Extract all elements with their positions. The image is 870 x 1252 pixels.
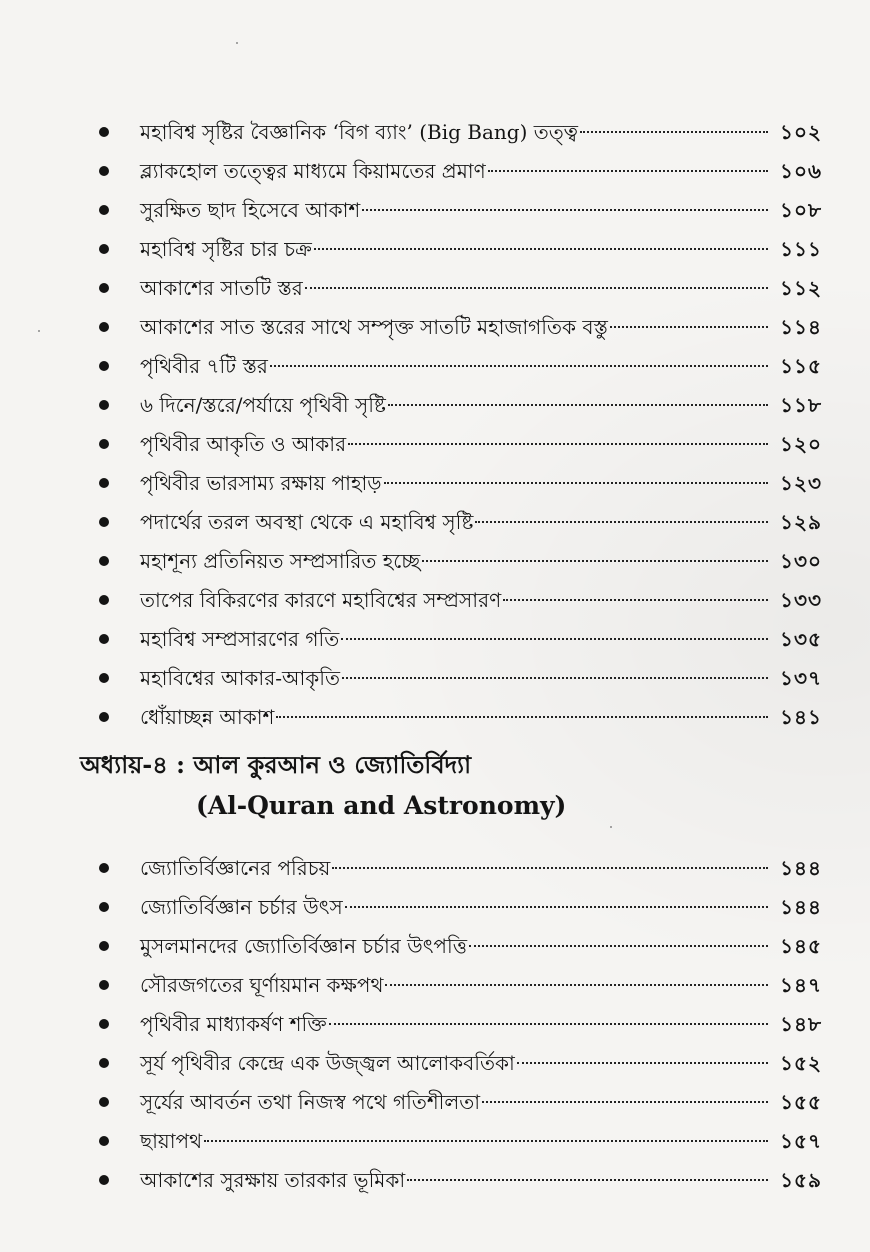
toc-entry-page-number: ১১৪ bbox=[780, 315, 822, 339]
bullet-icon bbox=[99, 634, 109, 644]
dot-leader bbox=[580, 131, 768, 133]
toc-entry-line bbox=[140, 429, 822, 459]
toc-entry bbox=[0, 1044, 870, 1083]
toc-entry-line bbox=[140, 1048, 822, 1078]
toc-entry-page-number: ১৪১ bbox=[780, 705, 822, 729]
paper-speck bbox=[236, 42, 238, 44]
bullet-icon bbox=[99, 205, 109, 215]
toc-entry-title: আকাশের সাত স্তরের সাথে সম্পৃক্ত সাতটি মহাজাগতিক বস্তু bbox=[140, 315, 608, 339]
dot-leader bbox=[610, 326, 768, 328]
bullet-icon bbox=[99, 556, 109, 566]
toc-entry-title: মহাবিশ্ব সৃষ্টির চার চক্র bbox=[140, 237, 312, 261]
toc-entry bbox=[0, 659, 870, 698]
toc-entry-title: ব্ল্যাকহোল তত্ত্বের মাধ্যমে কিয়ামতের প্রমাণ bbox=[140, 159, 486, 183]
toc-entry bbox=[0, 308, 870, 347]
toc-entry-title: পৃথিবীর আকৃতি ও আকার bbox=[140, 432, 347, 456]
toc-entry bbox=[0, 849, 870, 888]
toc-entry-line bbox=[140, 234, 822, 264]
toc-entry-line bbox=[140, 156, 822, 186]
dot-leader bbox=[329, 1023, 768, 1025]
toc-entry-title: মহাশূন্য প্রতিনিয়ত সম্প্রসারিত হচ্ছে bbox=[140, 549, 421, 573]
toc-entry-page-number: ১১১ bbox=[780, 237, 822, 261]
toc-entry bbox=[0, 581, 870, 620]
toc-entry bbox=[0, 1083, 870, 1122]
paper-speck bbox=[610, 826, 612, 828]
toc-entry-line bbox=[140, 663, 822, 693]
toc-entry bbox=[0, 542, 870, 581]
toc-entry-line bbox=[140, 468, 822, 498]
toc-entry bbox=[0, 927, 870, 966]
dot-leader bbox=[276, 716, 768, 718]
dot-leader bbox=[332, 867, 768, 869]
toc-entry-line bbox=[140, 970, 822, 1000]
toc-entry bbox=[0, 191, 870, 230]
bullet-icon bbox=[99, 1058, 109, 1068]
bullet-icon bbox=[99, 1136, 109, 1146]
dot-leader bbox=[388, 404, 768, 406]
bullet-icon bbox=[99, 127, 109, 137]
dot-leader bbox=[469, 945, 768, 947]
toc-entry-line bbox=[140, 585, 822, 615]
toc-entry-title: সুরক্ষিত ছাদ হিসেবে আকাশ bbox=[140, 198, 361, 222]
toc-entry bbox=[0, 888, 870, 927]
toc-entry-page-number: ১০২ bbox=[780, 120, 822, 144]
dot-leader bbox=[475, 521, 768, 523]
toc-entry-line bbox=[140, 273, 822, 303]
toc-entry bbox=[0, 347, 870, 386]
bullet-icon bbox=[99, 517, 109, 527]
toc-entry-page-number: ১২০ bbox=[780, 432, 822, 456]
toc-entry-line bbox=[140, 1165, 822, 1195]
toc-entry bbox=[0, 464, 870, 503]
toc-entry-page-number: ১৩৭ bbox=[780, 666, 822, 690]
bullet-icon bbox=[99, 361, 109, 371]
toc-entry-title: ধোঁয়াচ্ছন্ন আকাশ bbox=[140, 705, 275, 729]
bullet-icon bbox=[99, 322, 109, 332]
toc-entry-title: মহাবিশ্বের আকার-আকৃতি bbox=[140, 666, 341, 690]
dot-leader bbox=[385, 984, 768, 986]
toc-entry-title: জ্যোতির্বিজ্ঞান চর্চার উৎস bbox=[140, 895, 343, 919]
bullet-icon bbox=[99, 166, 109, 176]
dot-leader bbox=[503, 599, 768, 601]
toc-entry-page-number: ১৪৪ bbox=[780, 856, 822, 880]
dot-leader bbox=[422, 560, 768, 562]
table-of-contents bbox=[0, 113, 870, 1200]
bullet-icon bbox=[99, 595, 109, 605]
bullet-icon bbox=[99, 1019, 109, 1029]
toc-entry-line bbox=[140, 892, 822, 922]
toc-entry-title: তাপের বিকিরণের কারণে মহাবিশ্বের সম্প্রসারণ bbox=[140, 588, 502, 612]
dot-leader bbox=[345, 906, 768, 908]
bullet-icon bbox=[99, 902, 109, 912]
paper-speck bbox=[38, 330, 40, 332]
toc-entry-line bbox=[140, 702, 822, 732]
bullet-icon bbox=[99, 244, 109, 254]
toc-entry-page-number: ১৩০ bbox=[780, 549, 822, 573]
toc-entry-line bbox=[140, 507, 822, 537]
chapter-title: অধ্যায়-৪ : আল কুরআন ও জ্যোতির্বিদ্যা bbox=[80, 750, 472, 779]
toc-entry-page-number: ১৪৮ bbox=[780, 1012, 822, 1036]
dot-leader bbox=[270, 365, 768, 367]
bullet-icon bbox=[99, 439, 109, 449]
dot-leader bbox=[482, 1101, 768, 1103]
toc-entry-title: সৌরজগতের ঘূর্ণায়মান কক্ষপথ bbox=[140, 973, 384, 997]
toc-entry-title: ৬ দিনে/স্তরে/পর্যায়ে পৃথিবী সৃষ্টি bbox=[140, 393, 386, 417]
toc-entry-page-number: ১৪৫ bbox=[780, 934, 822, 958]
toc-entry-title: মুসলমানদের জ্যোতির্বিজ্ঞান চর্চার উৎপত্তি bbox=[140, 934, 468, 958]
toc-entry-line bbox=[140, 195, 822, 225]
toc-entry-page-number: ১২৯ bbox=[780, 510, 822, 534]
bullet-icon bbox=[99, 478, 109, 488]
toc-entry bbox=[0, 425, 870, 464]
toc-entry-line bbox=[140, 351, 822, 381]
chapter-heading bbox=[0, 737, 870, 849]
toc-entry-page-number: ১৪৭ bbox=[780, 973, 822, 997]
dot-leader bbox=[314, 248, 768, 250]
toc-entry-title: জ্যোতির্বিজ্ঞানের পরিচয় bbox=[140, 856, 331, 880]
toc-entry bbox=[0, 230, 870, 269]
toc-entry-line bbox=[140, 117, 822, 147]
toc-entry-page-number: ১৫২ bbox=[780, 1051, 822, 1075]
toc-entry-line bbox=[140, 931, 822, 961]
toc-entry-title: আকাশের সুরক্ষায় তারকার ভূমিকা bbox=[140, 1168, 406, 1192]
toc-entry-page-number: ১০৬ bbox=[780, 159, 822, 183]
dot-leader bbox=[348, 443, 768, 445]
bullet-icon bbox=[99, 1097, 109, 1107]
toc-entry bbox=[0, 1161, 870, 1200]
toc-entry-page-number: ১৫৭ bbox=[780, 1129, 822, 1153]
toc-entry-line bbox=[140, 546, 822, 576]
toc-entry-title: সূর্যের আবর্তন তথা নিজস্ব পথে গতিশীলতা bbox=[140, 1090, 481, 1114]
toc-entry-page-number: ১৪৪ bbox=[780, 895, 822, 919]
toc-entry-page-number: ১১৫ bbox=[780, 354, 822, 378]
bullet-icon bbox=[99, 400, 109, 410]
dot-leader bbox=[362, 209, 768, 211]
toc-entry bbox=[0, 386, 870, 425]
toc-entry bbox=[0, 698, 870, 737]
chapter-subtitle: (Al-Quran and Astronomy) bbox=[196, 791, 567, 820]
bullet-icon bbox=[99, 712, 109, 722]
toc-entry-title: পৃথিবীর ৭টি স্তর bbox=[140, 354, 268, 378]
toc-entry bbox=[0, 152, 870, 191]
toc-entry-line bbox=[140, 1009, 822, 1039]
toc-section-astronomy-creation bbox=[0, 113, 870, 737]
bullet-icon bbox=[99, 863, 109, 873]
toc-entry-line bbox=[140, 1126, 822, 1156]
toc-entry-line bbox=[140, 853, 822, 883]
toc-entry-title: মহাবিশ্ব সৃষ্টির বৈজ্ঞানিক ‘বিগ ব্যাং’ (Big Bang) তত্ত্ব bbox=[140, 120, 578, 144]
toc-entry-page-number: ১০৮ bbox=[780, 198, 822, 222]
toc-entry-page-number: ১৩৫ bbox=[780, 627, 822, 651]
toc-entry-title: আকাশের সাতটি স্তর bbox=[140, 276, 303, 300]
dot-leader bbox=[407, 1179, 768, 1181]
toc-entry-title: পদার্থের তরল অবস্থা থেকে এ মহাবিশ্ব সৃষ্টি bbox=[140, 510, 474, 534]
toc-entry-page-number: ১১৮ bbox=[780, 393, 822, 417]
bullet-icon bbox=[99, 673, 109, 683]
toc-entry-line bbox=[140, 312, 822, 342]
toc-entry-title: সূর্য পৃথিবীর কেন্দ্রে এক উজ্জ্বল আলোকবর্তিকা bbox=[140, 1051, 515, 1075]
dot-leader bbox=[342, 677, 768, 679]
bullet-icon bbox=[99, 1175, 109, 1185]
toc-entry bbox=[0, 113, 870, 152]
toc-entry-line bbox=[140, 1087, 822, 1117]
toc-entry bbox=[0, 269, 870, 308]
toc-entry-line bbox=[140, 624, 822, 654]
toc-entry-title: পৃথিবীর মাধ্যাকর্ষণ শক্তি bbox=[140, 1012, 327, 1036]
toc-entry bbox=[0, 1005, 870, 1044]
dot-leader bbox=[488, 170, 768, 172]
toc-entry bbox=[0, 1122, 870, 1161]
dot-leader bbox=[341, 638, 768, 640]
dot-leader bbox=[517, 1062, 768, 1064]
toc-entry-page-number: ১৩৩ bbox=[780, 588, 822, 612]
toc-entry-page-number: ১৫৫ bbox=[780, 1090, 822, 1114]
dot-leader bbox=[204, 1140, 768, 1142]
dot-leader bbox=[384, 482, 768, 484]
toc-entry-title: ছায়াপথ bbox=[140, 1129, 203, 1153]
toc-entry bbox=[0, 620, 870, 659]
toc-entry-title: মহাবিশ্ব সম্প্রসারণের গতি bbox=[140, 627, 340, 651]
toc-entry-page-number: ১২৩ bbox=[780, 471, 822, 495]
bullet-icon bbox=[99, 941, 109, 951]
toc-entry bbox=[0, 503, 870, 542]
bullet-icon bbox=[99, 283, 109, 293]
toc-entry-title: পৃথিবীর ভারসাম্য রক্ষায় পাহাড় bbox=[140, 471, 382, 495]
toc-entry-line bbox=[140, 390, 822, 420]
toc-entry bbox=[0, 966, 870, 1005]
toc-entry-page-number: ১৫৯ bbox=[780, 1168, 822, 1192]
toc-entry-page-number: ১১২ bbox=[780, 276, 822, 300]
bullet-icon bbox=[99, 980, 109, 990]
toc-section-astronomy bbox=[0, 849, 870, 1200]
dot-leader bbox=[305, 287, 768, 289]
